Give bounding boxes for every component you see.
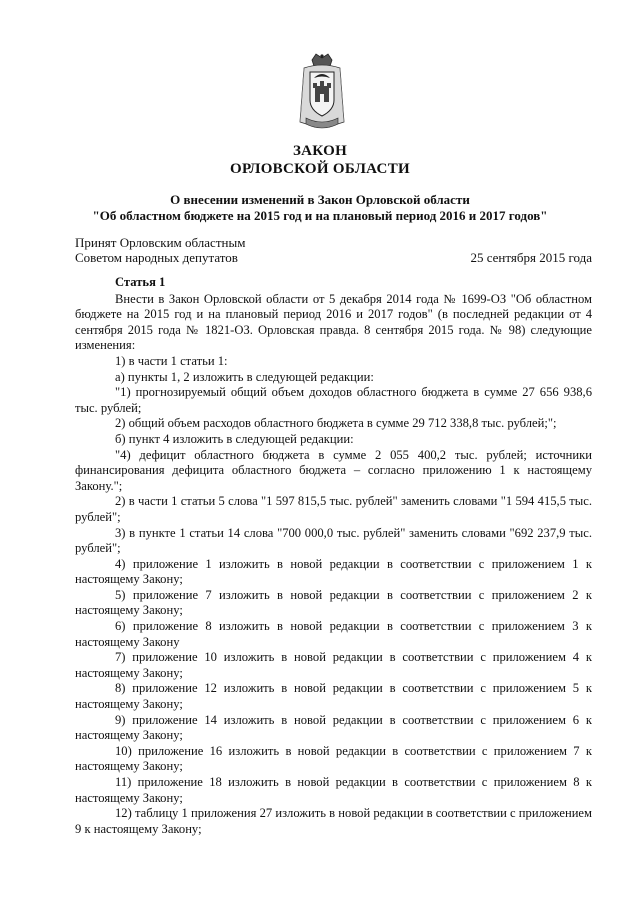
article-paragraph: 1) в части 1 статьи 1:: [115, 353, 228, 368]
article-paragraph: 8) приложение 12 изложить в новой редакции в соответствии с приложением 5 к настоящему Закону;: [75, 681, 592, 712]
article-paragraph: 11) приложение 18 изложить в новой редакции в соответствии с приложением 8 к настоящему Закону;: [75, 775, 592, 805]
article-paragraph: а) пункты 1, 2 изложить в следующей редакции:: [115, 369, 374, 384]
article-heading: Статья 1: [115, 275, 166, 289]
law-title: ЗАКОН: [292, 143, 348, 159]
article-paragraph: 12) таблицу 1 приложения 27 изложить в новой редакции в соответствии с приложением 9 к настоящему Закону;: [75, 806, 592, 836]
article-paragraph: "4) дефицит областного бюджета в сумме 2 055 400,2 тыс. рублей; источники финансирования дефицита областного бюджета – согласно приложению 1 к настоящему Закону.";: [75, 447, 592, 493]
law-region: ОРЛОВСКОЙ ОБЛАСТИ: [230, 161, 410, 177]
article-paragraph: Внести в Закон Орловской области от 5 декабря 2014 года № 1699-ОЗ "Об областном бюджете на 2015 год и на плановый период 2016 и 2017 годов" (в последней редакции от 4 сентября 2015 года № 1821-ОЗ. Орловская правда. 8 сентября 2015 года. № 98) следующие изменения:: [75, 291, 592, 353]
article-paragraph: "1) прогнозируемый общий объем доходов областного бюджета в сумме 27 656 938,6 тыс. рублей;: [75, 385, 592, 415]
article-paragraph: б) пункт 4 изложить в следующей редакции:: [115, 431, 354, 446]
adoption-date: 25 сентября 2015 года: [470, 250, 592, 265]
article-paragraph: 2) общий объем расходов областного бюджета в сумме 29 712 338,8 тыс. рублей;";: [115, 416, 557, 431]
article-body: [75, 275, 592, 837]
adoption-line1: Принят Орловским областным: [75, 235, 246, 250]
article-paragraph: 7) приложение 10 изложить в новой редакции в соответствии с приложением 4 к настоящему Закону;: [75, 650, 592, 680]
article-paragraph: 5) приложение 7 изложить в новой редакции в соответствии с приложением 2 к настоящему Закону;: [75, 587, 592, 618]
law-subtitle-line1: О внесении изменений в Закон Орловской области: [170, 192, 470, 207]
article-paragraph: 3) в пункте 1 статьи 14 слова "700 000,0 тыс. рублей" заменить словами "692 237,9 тыс. рублей";: [75, 525, 592, 556]
article-paragraph: 4) приложение 1 изложить в новой редакции в соответствии с приложением 1 к настоящему Закону;: [75, 556, 592, 587]
law-subtitle-line2: "Об областном бюджете на 2015 год и на плановый период 2016 и 2017 годов": [92, 208, 548, 223]
article-paragraph: 2) в части 1 статьи 5 слова "1 597 815,5 тыс. рублей" заменить словами "1 594 415,5 тыс. рублей";: [75, 494, 592, 524]
coat-of-arms-emblem: [298, 52, 346, 134]
article-paragraph: 10) приложение 16 изложить в новой редакции в соответствии с приложением 7 к настоящему Закону;: [75, 743, 592, 774]
article-paragraph: 6) приложение 8 изложить в новой редакции в соответствии с приложением 3 к настоящему Закону: [75, 619, 592, 649]
article-paragraph: 9) приложение 14 изложить в новой редакции в соответствии с приложением 6 к настоящему Закону;: [75, 712, 592, 743]
adoption-line2: Советом народных депутатов: [75, 250, 238, 265]
